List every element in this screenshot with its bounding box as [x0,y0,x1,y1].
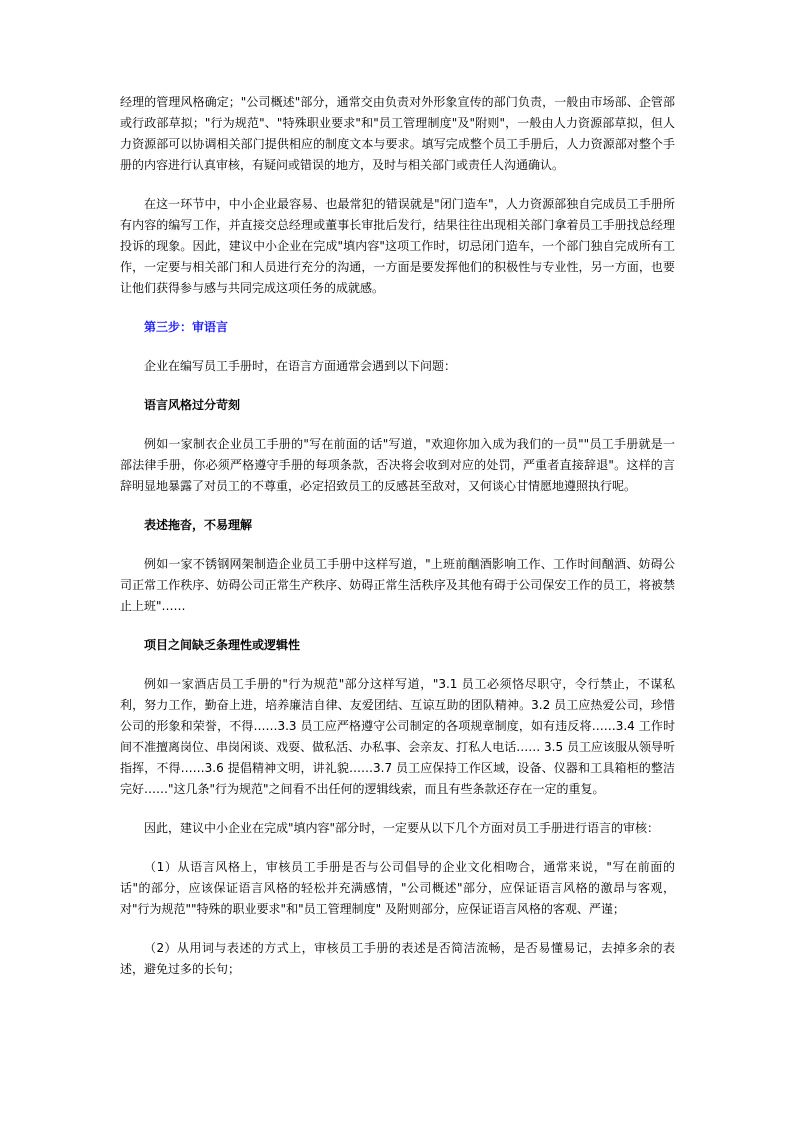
document-page [120,92,675,998]
subheading-wordy-expression: 表述拖沓，不易理解 [144,518,253,532]
paragraph-logic-example: 例如一家酒店员工手册的"行为规范"部分这样写道，"3.1 员工必须恪尽职守，令行禁止，不谋私利，努力工作，勤奋上进，培养廉洁自律、友爱团结、互谅互助的团队精神。3.2 员工应热爱公司，珍惜公司的形象和荣誉，不得……3.3 员工应严格遵守公司制定的各项规章制度，如有违反将……3.4 工作时间不准擅离岗位、串岗闲谈、戏耍、做私活、办私事、会亲友、打私人电话…… 3.5 员工应该服从领导听指挥，不得……3.6 提倡精神文明，讲礼貌……3.7 员工应保持工作区域，设备、仪器和工具箱柜的整洁完好……"这几条"行为规范"之间看不出任何的逻辑线索，而且有些条款还存在一定的重复。 [120,677,675,796]
subheading-harsh-style: 语言风格过分苛刻 [144,398,241,412]
paragraph-closed-door-mistake: 在这一环节中，中小企业最容易、也最常犯的错误就是"闭门造车"，人力资源部独自完成员工手册所有内容的编写工作，并直接交总经理或董事长审批后发行，结果往往出现相关部门拿着员工手册找总经理投诉的现象。因此，建议中小企业在完成"填内容"这项工作时，切忌闭门造车，一个部门独自完成所有工作，一定要与相关部门和人员进行充分的沟通，一方面是要发挥他们的积极性与专业性，另一方面，也要让他们获得参与感与共同完成这项任务的成就感。 [120,197,675,295]
paragraph-point-one: （1）从语言风格上，审核员工手册是否与公司倡导的企业文化相吻合，通常来说，"写在前面的话"的部分，应该保证语言风格的轻松并充满感情，"公司概述"部分，应保证语言风格的激昂与客观，对"行为规范""特殊的职业要求"和"员工管理制度" 及附则部分，应保证语言风格的客观、严谨； [120,860,675,916]
paragraph-harsh-style-example: 例如一家制衣企业员工手册的"写在前面的话"写道，"欢迎你加入成为我们的一员""员工手册就是一部法律手册，你必须严格遵守手册的每项条款，否决将会收到对应的处罚，严重者直接辞退"。这样的言辞明显地暴露了对员工的不尊重，必定招致员工的反感甚至敌对，又何谈心甘情愿地遵照执行呢。 [120,437,675,493]
subheading-lack-of-logic: 项目之间缺乏条理性或逻辑性 [144,638,301,652]
section-heading-step-three: 第三步：审语言 [144,320,229,334]
paragraph-wordy-example: 例如一家不锈钢网架制造企业员工手册中这样写道，"上班前酗酒影响工作、工作时间酗酒、妨碍公司正常工作秩序、妨碍公司正常生产秩序、妨碍正常生活秩序及其他有碍于公司保安工作的员工，将被禁止上班"…… [120,557,675,613]
paragraph-language-issues-intro: 企业在编写员工手册时，在语言方面通常会遇到以下问题： [144,359,457,373]
paragraph-review-suggestion: 因此，建议中小企业在完成"填内容"部分时，一定要从以下几个方面对员工手册进行语言的审核： [144,821,660,835]
paragraph-review-division: 经理的管理风格确定；"公司概述"部分，通常交由负责对外形象宣传的部门负责，一般由市场部、企管部或行政部草拟；"行为规范"、"特殊职业要求"和"员工管理制度"及"附则"，一般由人力资源部草拟，但人力资源部可以协调相关部门提供相应的制度文本与要求。填写完成整个员工手册后，人力资源部对整个手册的内容进行认真审核，有疑问或错误的地方，及时与相关部门或责任人沟通确认。 [120,95,675,172]
paragraph-point-two: （2）从用词与表述的方式上，审核员工手册的表述是否简洁流畅，是否易懂易记，去掉多余的表述，避免过多的长句； [120,941,675,976]
